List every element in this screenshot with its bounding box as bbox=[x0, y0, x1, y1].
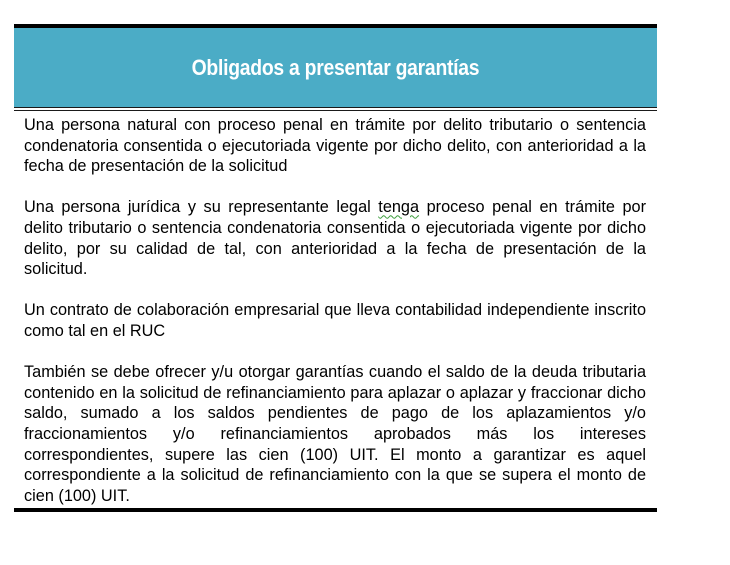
paragraph-legal-entity bbox=[24, 197, 646, 279]
grammar-flagged-word[interactable]: tenga bbox=[378, 198, 420, 217]
page-title: Obligados a presentar garantías bbox=[191, 54, 480, 80]
bottom-border bbox=[14, 508, 657, 512]
paragraph-business-contract: Un contrato de colaboración empresarial que lleva contabilidad independiente inscrito como tal en el RUC bbox=[24, 301, 646, 340]
header-banner bbox=[14, 28, 657, 107]
paragraph-text-start: Una persona jurídica y su representante legal bbox=[24, 198, 379, 217]
content-body bbox=[14, 111, 657, 506]
paragraph-refinancing: También se debe ofrecer y/u otorgar garantías cuando el saldo de la deuda tributaria contenido en la solicitud de refinanciamiento para aplazar o aplazar y fraccionar dicho saldo, sumado a los saldos pendientes de pago de los aplazamientos y/o fraccionamientos y/o refinanciamientos aprobados más los intereses correspondientes, supere las cien (100) UIT. El monto a garantizar es aquel correspondiente a la solicitud de refinanciamiento con la que se supera el monto de cien (100) UIT. bbox=[24, 363, 646, 505]
guarantee-requirements-card bbox=[14, 24, 657, 512]
paragraph-natural-person: Una persona natural con proceso penal en trámite por delito tributario o sentencia condenatoria consentida o ejecutoriada vigente por dicho delito, con anterioridad a la fecha de presentación de la solicitud bbox=[24, 116, 646, 176]
paragraph-text-end: proceso penal en trámite por delito tributario o sentencia condenatoria consentida o ejecutoriada vigente por dicho delito, por su calidad de tal, con anterioridad a la fecha de presentación de la solicitud. bbox=[24, 198, 646, 279]
